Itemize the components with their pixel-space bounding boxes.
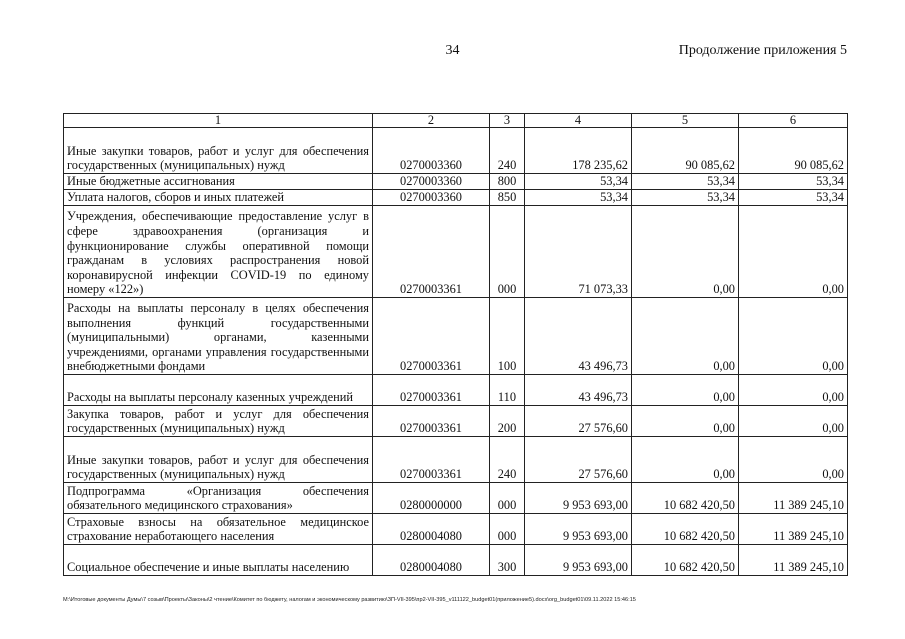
row-amount-year2-cell: 90 085,62 [632,128,739,174]
row-amount-year2-cell: 10 682 420,50 [632,483,739,514]
budget-table [63,113,848,576]
table-row [64,406,848,437]
row-code-cell: 0270003360 [373,190,490,206]
row-amount-year2-cell: 0,00 [632,437,739,483]
row-vr-cell: 240 [490,128,525,174]
row-vr-cell: 100 [490,298,525,375]
table-row [64,514,848,545]
row-amount-year1-cell: 9 953 693,00 [525,514,632,545]
row-amount-year3-cell: 11 389 245,10 [739,514,848,545]
row-amount-year1-cell: 27 576,60 [525,437,632,483]
row-code-cell: 0280004080 [373,514,490,545]
row-amount-year3-cell: 0,00 [739,375,848,406]
row-amount-year3-cell: 90 085,62 [739,128,848,174]
table-row [64,128,848,174]
row-amount-year3-cell: 0,00 [739,406,848,437]
column-header: 1 [64,114,373,128]
row-code-cell: 0280000000 [373,483,490,514]
column-header: 5 [632,114,739,128]
row-amount-year3-cell: 0,00 [739,206,848,298]
row-amount-year1-cell: 178 235,62 [525,128,632,174]
row-name-cell: Социальное обеспечение и иные выплаты населению [64,545,373,576]
row-vr-cell: 200 [490,406,525,437]
column-header: 2 [373,114,490,128]
row-amount-year2-cell: 53,34 [632,190,739,206]
row-code-cell: 0270003361 [373,437,490,483]
table-row [64,206,848,298]
row-amount-year2-cell: 0,00 [632,206,739,298]
row-name-cell: Страховые взносы на обязательное медицинское страхование неработающего населения [64,514,373,545]
row-amount-year2-cell: 10 682 420,50 [632,514,739,545]
column-header: 4 [525,114,632,128]
row-amount-year1-cell: 53,34 [525,174,632,190]
row-code-cell: 0270003361 [373,206,490,298]
row-vr-cell: 300 [490,545,525,576]
row-amount-year2-cell: 0,00 [632,375,739,406]
row-amount-year1-cell: 27 576,60 [525,406,632,437]
row-amount-year1-cell: 71 073,33 [525,206,632,298]
row-vr-cell: 800 [490,174,525,190]
row-amount-year3-cell: 11 389 245,10 [739,545,848,576]
row-amount-year2-cell: 0,00 [632,298,739,375]
row-amount-year2-cell: 0,00 [632,406,739,437]
table-row [64,174,848,190]
row-vr-cell: 110 [490,375,525,406]
row-vr-cell: 240 [490,437,525,483]
page-number: 34 [445,43,460,58]
row-vr-cell: 000 [490,514,525,545]
row-name-cell: Закупка товаров, работ и услуг для обеспечения государственных (муниципальных) нужд [64,406,373,437]
table-row [64,298,848,375]
table-row [64,545,848,576]
row-name-cell: Иные бюджетные ассигнования [64,174,373,190]
row-code-cell: 0270003360 [373,128,490,174]
row-amount-year1-cell: 9 953 693,00 [525,545,632,576]
footer-file-path: М:\Итоговые документы Думы\7 созыв\Проекты\Законы\2 чтение\Комитет по бюджету, налогам и экономическому развитию\ЗП-VII-395\пр2-VII-395_v111122_budget01(приложение5).docx\org_budget01\09.11.2022 15:46:15 [63,597,636,603]
row-name-cell: Подпрограмма «Организация обеспечения обязательного медицинского страхования» [64,483,373,514]
row-amount-year1-cell: 9 953 693,00 [525,483,632,514]
table-row [64,437,848,483]
row-code-cell: 0270003361 [373,406,490,437]
row-vr-cell: 850 [490,190,525,206]
row-name-cell: Иные закупки товаров, работ и услуг для обеспечения государственных (муниципальных) нужд [64,128,373,174]
row-code-cell: 0270003360 [373,174,490,190]
row-amount-year2-cell: 10 682 420,50 [632,545,739,576]
row-amount-year1-cell: 43 496,73 [525,298,632,375]
row-amount-year3-cell: 0,00 [739,298,848,375]
column-header: 6 [739,114,848,128]
row-name-cell: Расходы на выплаты персоналу в целях обеспечения выполнения функций государственными (муниципальными) органами, казенными учреждениями, органами управления государственными внебюджетными фондами [64,298,373,375]
row-amount-year1-cell: 43 496,73 [525,375,632,406]
row-code-cell: 0270003361 [373,375,490,406]
row-amount-year3-cell: 53,34 [739,174,848,190]
row-amount-year3-cell: 11 389 245,10 [739,483,848,514]
row-code-cell: 0270003361 [373,298,490,375]
row-amount-year2-cell: 53,34 [632,174,739,190]
row-vr-cell: 000 [490,206,525,298]
table-header-row [64,114,848,128]
row-amount-year3-cell: 0,00 [739,437,848,483]
column-header: 3 [490,114,525,128]
continuation-label: Продолжение приложения 5 [678,43,847,58]
row-amount-year1-cell: 53,34 [525,190,632,206]
table-row [64,190,848,206]
row-code-cell: 0280004080 [373,545,490,576]
row-vr-cell: 000 [490,483,525,514]
row-name-cell: Учреждения, обеспечивающие предоставление услуг в сфере здравоохранения (организация и функционирование службы оперативной помощи гражданам в условиях распространения новой коронавирусной инфекции COVID-19 по единому номеру «122») [64,206,373,298]
row-name-cell: Расходы на выплаты персоналу казенных учреждений [64,375,373,406]
row-name-cell: Иные закупки товаров, работ и услуг для обеспечения государственных (муниципальных) нужд [64,437,373,483]
table-row [64,375,848,406]
row-amount-year3-cell: 53,34 [739,190,848,206]
row-name-cell: Уплата налогов, сборов и иных платежей [64,190,373,206]
table-row [64,483,848,514]
